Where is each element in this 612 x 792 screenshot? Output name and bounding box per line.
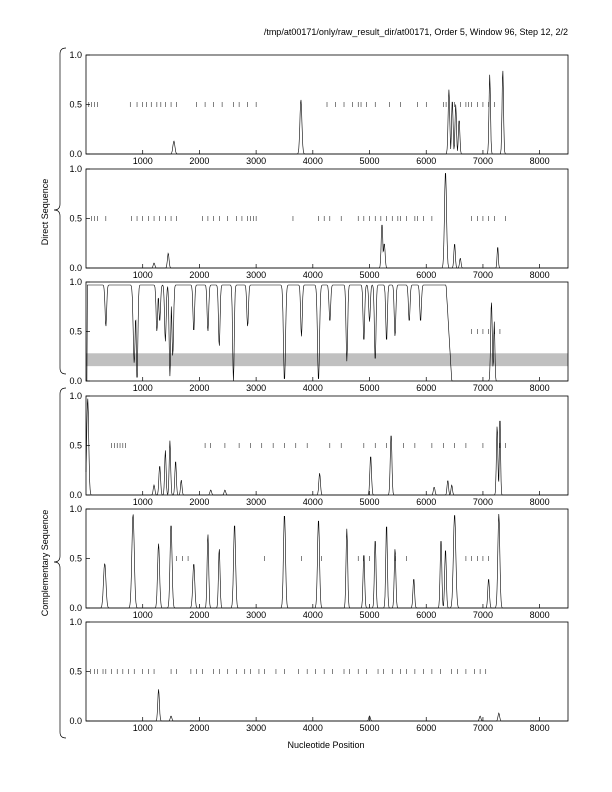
figure-title: /tmp/at00171/only/raw_result_dir/at00171, Order 5, Window 96, Step 12, 2/2 [263,27,568,37]
series-line [86,285,568,381]
y-tick-label: 0.5 [69,326,82,337]
x-tick-label: 2000 [189,610,210,620]
series-line [86,173,568,268]
x-tick-label: 3000 [246,610,267,620]
x-tick-label: 1000 [132,497,153,507]
x-tick-label: 2000 [189,497,210,507]
x-tick-label: 5000 [359,497,380,507]
x-tick-label: 4000 [302,156,323,166]
panel-5 [69,504,568,620]
x-tick-label: 3000 [246,270,267,280]
x-tick-label: 7000 [472,610,493,620]
x-tick-label: 4000 [302,610,323,620]
y-tick-label: 1.0 [69,504,82,514]
x-tick-label: 8000 [529,156,550,166]
x-tick-label: 3000 [246,497,267,507]
plot-frame [86,622,568,721]
y-tick-label: 0.5 [69,213,82,224]
x-tick-label: 3000 [246,723,267,733]
x-tick-label: 6000 [416,156,437,166]
y-tick-label: 1.0 [69,391,82,401]
x-tick-label: 8000 [529,270,550,280]
x-tick-label: 5000 [359,723,380,733]
x-tick-label: 6000 [416,723,437,733]
chart-panels [69,50,568,733]
x-tick-label: 6000 [416,497,437,507]
panel-4 [69,391,568,507]
x-tick-label: 8000 [529,383,550,393]
x-tick-label: 6000 [416,610,437,620]
y-tick-label: 0.5 [69,553,82,564]
plot-frame [86,509,568,608]
x-tick-label: 5000 [359,383,380,393]
x-tick-label: 5000 [359,156,380,166]
x-tick-label: 1000 [132,383,153,393]
x-tick-label: 5000 [359,270,380,280]
x-tick-label: 4000 [302,383,323,393]
series-line [86,399,568,495]
y-tick-label: 1.0 [69,50,82,60]
x-tick-label: 7000 [472,270,493,280]
x-tick-label: 1000 [132,156,153,166]
y-tick-label: 0.0 [69,149,82,159]
panel-6 [69,617,568,733]
x-tick-label: 2000 [189,383,210,393]
y-tick-label: 0.5 [69,666,82,677]
series-line [86,689,568,721]
y-tick-label: 0.0 [69,603,82,613]
comp-group-brace [54,388,66,738]
y-tick-label: 0.0 [69,490,82,500]
direct-group-label: Direct Sequence [40,178,50,246]
y-tick-label: 0.0 [69,716,82,726]
y-tick-label: 1.0 [69,617,82,627]
series-line [86,514,568,608]
x-tick-label: 8000 [529,610,550,620]
panel-1 [69,50,568,166]
x-tick-label: 7000 [472,723,493,733]
x-tick-label: 4000 [302,270,323,280]
direct-group-brace [54,48,66,374]
y-tick-label: 1.0 [69,277,82,287]
comp-group-label: Complementary Sequence [40,509,50,617]
y-tick-label: 0.0 [69,376,82,386]
x-tick-label: 7000 [472,497,493,507]
y-tick-label: 0.5 [69,99,82,110]
x-tick-label: 7000 [472,383,493,393]
y-tick-label: 0.0 [69,263,82,273]
x-tick-label: 6000 [416,270,437,280]
y-tick-label: 1.0 [69,164,82,174]
x-tick-label: 1000 [132,270,153,280]
x-tick-label: 2000 [189,723,210,733]
plot-frame [86,169,568,268]
x-tick-label: 4000 [302,723,323,733]
series-line [86,71,568,154]
panel-3 [69,277,568,393]
x-tick-label: 8000 [529,723,550,733]
x-tick-label: 3000 [246,156,267,166]
x-tick-label: 5000 [359,610,380,620]
x-tick-label: 4000 [302,497,323,507]
x-tick-label: 3000 [246,383,267,393]
x-tick-label: 1000 [132,723,153,733]
x-tick-label: 2000 [189,270,210,280]
y-tick-label: 0.5 [69,440,82,451]
x-axis-label: Nucleotide Position [287,740,365,750]
threshold-band [86,353,568,366]
x-tick-label: 1000 [132,610,153,620]
x-tick-label: 7000 [472,156,493,166]
panel-2 [69,164,568,280]
x-tick-label: 2000 [189,156,210,166]
x-tick-label: 6000 [416,383,437,393]
x-tick-label: 8000 [529,497,550,507]
